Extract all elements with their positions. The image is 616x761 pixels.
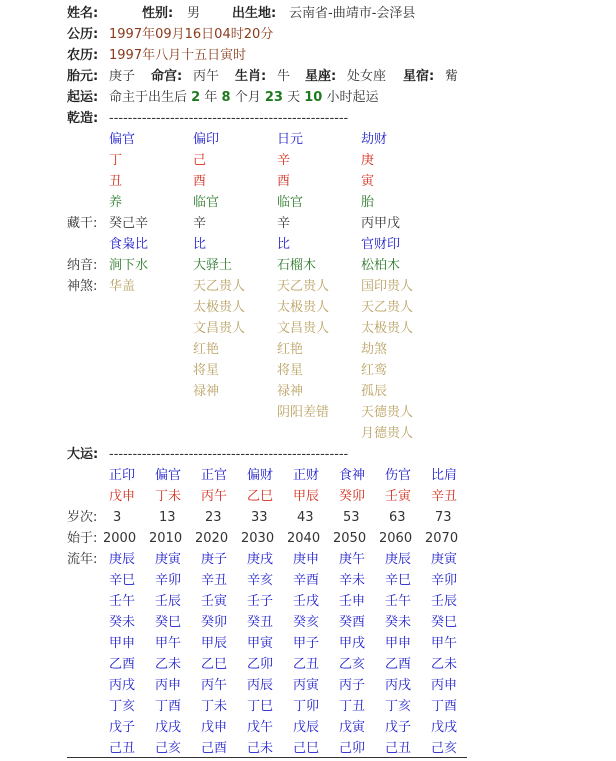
pillar-nayin: 大驿土: [193, 258, 233, 273]
dayun-shishen: 偏官: [155, 468, 182, 483]
liunian-cell: 丁亥: [385, 699, 412, 714]
liunian-cell: 壬辰: [155, 594, 182, 609]
qianzao-label: 乾造:: [67, 111, 99, 126]
liunian-cell: 甲辰: [201, 636, 228, 651]
pillar-shensha: 华盖: [109, 279, 136, 294]
pillar-shensha: 孤辰: [361, 384, 388, 399]
pillar-canggan-shishen: 比: [277, 237, 291, 252]
dayun-suici: 63: [389, 510, 406, 525]
qianzao-divider: ---------------------------------------------------: [109, 111, 349, 126]
liunian-label: 流年:: [67, 552, 98, 567]
liunian-cell: 己丑: [385, 741, 412, 756]
pillar-shensha: 太极贵人: [277, 300, 330, 315]
liunian-cell: 癸卯: [201, 615, 228, 630]
qiyun-yue: 个月: [234, 90, 261, 105]
pillar-canggan-shishen: 比: [193, 237, 207, 252]
dayun-shiyu: 2030: [241, 531, 275, 546]
lunar-value: 1997年八月十五日寅时: [109, 48, 247, 63]
xingzuo-label: 星座:: [305, 69, 337, 84]
pillar-zhi: 酉: [193, 174, 207, 189]
liunian-cell: 辛卯: [155, 573, 182, 588]
liunian-cell: 辛卯: [431, 573, 458, 588]
dayun-shishen: 比肩: [431, 468, 458, 483]
pillar-canggan-shishen: 官财印: [361, 237, 401, 252]
pillar-shensha: 太极贵人: [361, 321, 414, 336]
liunian-cell: 辛巳: [385, 573, 412, 588]
liunian-cell: 丁丑: [339, 699, 366, 714]
liunian-cell: 癸亥: [293, 615, 320, 630]
liunian-cell: 辛未: [339, 573, 366, 588]
dayun-suici: 23: [205, 510, 222, 525]
pillar-shensha: 禄神: [193, 384, 220, 399]
liunian-cell: 庚辰: [109, 552, 136, 567]
taiyuan-label: 胎元:: [67, 69, 99, 84]
qiyun-years: 2: [191, 90, 201, 105]
liunian-cell: 甲申: [385, 636, 412, 651]
minggong-value: 丙午: [193, 69, 220, 84]
pillar-shensha: 文昌贵人: [193, 321, 246, 336]
pillar-canggan: 丙甲戊: [361, 216, 401, 231]
qiyun-text: [109, 89, 378, 107]
pillar-nayin: 石榴木: [277, 258, 317, 273]
liunian-cell: 癸酉: [339, 615, 366, 630]
shengxiao-label: 生肖:: [235, 69, 267, 84]
dayun-shishen: 正印: [109, 468, 136, 483]
pillar-canggan: 辛: [277, 216, 291, 231]
dayun-ganzhi: 壬寅: [385, 489, 412, 504]
gender-label: 性别:: [142, 6, 174, 21]
canggan-label: 藏干:: [67, 216, 98, 231]
liunian-cell: 丙寅: [293, 678, 320, 693]
liunian-cell: 丙戌: [385, 678, 412, 693]
dayun-suici: 53: [343, 510, 360, 525]
pillar-shensha: 劫煞: [361, 342, 388, 357]
pillar-shensha: 月德贵人: [361, 426, 414, 441]
liunian-cell: 戊子: [385, 720, 412, 735]
pillar-state: 胎: [361, 195, 375, 210]
pillar-shensha: 阴阳差错: [277, 405, 330, 420]
qiyun-prefix: 命主于出生后: [109, 90, 188, 105]
birthplace-value: 云南省-曲靖市-会泽县: [289, 6, 416, 21]
pillar-shensha: 天德贵人: [361, 405, 414, 420]
shengxiao-value: 牛: [277, 69, 291, 84]
liunian-cell: 丙子: [339, 678, 366, 693]
liunian-cell: 庚戌: [247, 552, 274, 567]
liunian-cell: 甲子: [293, 636, 320, 651]
liunian-cell: 乙酉: [385, 657, 412, 672]
liunian-cell: 丁巳: [247, 699, 274, 714]
liunian-cell: 辛巳: [109, 573, 136, 588]
dayun-suici: 13: [159, 510, 176, 525]
dayun-ganzhi: 甲辰: [293, 489, 320, 504]
name-label: 姓名:: [67, 6, 99, 21]
liunian-cell: 丁未: [201, 699, 228, 714]
dayun-ganzhi: 戊申: [109, 489, 136, 504]
pillar-state: 临官: [193, 195, 220, 210]
liunian-cell: 己未: [247, 741, 274, 756]
nayin-label: 纳音:: [67, 258, 98, 273]
qiyun-suffix: 小时起运: [326, 90, 379, 105]
pillar-state: 临官: [277, 195, 304, 210]
pillar-zhi: 丑: [109, 174, 123, 189]
liunian-cell: 壬子: [247, 594, 274, 609]
liunian-cell: 庚午: [339, 552, 366, 567]
pillar-gan: 丁: [109, 153, 123, 168]
pillar-gan: 庚: [361, 153, 375, 168]
liunian-cell: 癸巳: [155, 615, 182, 630]
liunian-cell: 癸丑: [247, 615, 274, 630]
liunian-cell: 戊寅: [339, 720, 366, 735]
liunian-cell: 庚辰: [385, 552, 412, 567]
dayun-shishen: 正财: [293, 468, 320, 483]
pillar-shensha: 禄神: [277, 384, 304, 399]
liunian-cell: 甲戌: [339, 636, 366, 651]
liunian-cell: 己酉: [201, 741, 228, 756]
liunian-cell: 癸未: [385, 615, 412, 630]
qiyun-days: 23: [264, 90, 283, 105]
dayun-shiyu: 2050: [333, 531, 367, 546]
dayun-shiyu: 2060: [379, 531, 413, 546]
liunian-cell: 壬寅: [201, 594, 228, 609]
liunian-cell: 庚申: [293, 552, 320, 567]
dayun-shiyu: 2040: [287, 531, 321, 546]
liunian-cell: 丁酉: [155, 699, 182, 714]
pillar-shensha: 天乙贵人: [193, 279, 246, 294]
qiyun-tian: 天: [287, 90, 301, 105]
pillar-nayin: 松柏木: [361, 258, 401, 273]
liunian-cell: 甲午: [155, 636, 182, 651]
liunian-cell: 乙亥: [339, 657, 366, 672]
qiyun-hours: 10: [304, 90, 323, 105]
dayun-shiyu: 2020: [195, 531, 229, 546]
dayun-ganzhi: 丙午: [201, 489, 228, 504]
pillar-shensha: 天乙贵人: [277, 279, 330, 294]
qiyun-months: 8: [221, 90, 231, 105]
pillar-shensha: 将星: [193, 363, 220, 378]
liunian-cell: 辛亥: [247, 573, 274, 588]
dayun-divider: ---------------------------------------------------: [109, 447, 349, 462]
pillar-shensha: 红鸾: [361, 363, 388, 378]
dayun-suici: 73: [435, 510, 452, 525]
liunian-cell: 戊申: [201, 720, 228, 735]
dayun-shishen: 偏财: [247, 468, 274, 483]
pillar-shishen: 偏官: [109, 132, 136, 147]
liunian-cell: 丙辰: [247, 678, 274, 693]
liunian-cell: 丁亥: [109, 699, 136, 714]
liunian-cell: 辛酉: [293, 573, 320, 588]
dayun-suici: 33: [251, 510, 268, 525]
pillar-shishen: 偏印: [193, 132, 220, 147]
liunian-cell: 戊戌: [155, 720, 182, 735]
liunian-cell: 乙丑: [293, 657, 320, 672]
dayun-ganzhi: 辛丑: [431, 489, 458, 504]
dayun-shiyu: 2010: [149, 531, 183, 546]
pillar-shensha: 红艳: [277, 342, 304, 357]
pillar-shensha: 红艳: [193, 342, 220, 357]
pillar-nayin: 涧下水: [109, 258, 149, 273]
liunian-cell: 己卯: [339, 741, 366, 756]
liunian-cell: 壬午: [385, 594, 412, 609]
pillar-canggan-shishen: 食枭比: [109, 237, 149, 252]
dayun-shishen: 正官: [201, 468, 228, 483]
dayun-shiyu: 2070: [425, 531, 459, 546]
liunian-cell: 丙午: [201, 678, 228, 693]
dayun-suici: 43: [297, 510, 314, 525]
qiyun-label: 起运:: [67, 90, 99, 105]
liunian-cell: 戊子: [109, 720, 136, 735]
liunian-cell: 乙卯: [247, 657, 274, 672]
liunian-cell: 庚子: [201, 552, 228, 567]
liunian-cell: 丙戌: [109, 678, 136, 693]
liunian-cell: 甲午: [431, 636, 458, 651]
taiyuan-value: 庚子: [109, 69, 136, 84]
pillar-zhi: 寅: [361, 174, 375, 189]
pillar-shishen: 日元: [277, 132, 304, 147]
liunian-cell: 丁卯: [293, 699, 320, 714]
liunian-cell: 壬午: [109, 594, 136, 609]
liunian-cell: 壬申: [339, 594, 366, 609]
gender-value: 男: [187, 6, 201, 21]
liunian-cell: 乙巳: [201, 657, 228, 672]
liunian-cell: 庚寅: [431, 552, 458, 567]
pillar-shensha: 天乙贵人: [361, 300, 414, 315]
liunian-cell: 乙酉: [109, 657, 136, 672]
dayun-label: 大运:: [67, 447, 99, 462]
liunian-cell: 乙未: [155, 657, 182, 672]
dayun-shishen: 食神: [339, 468, 366, 483]
dayun-suici: 3: [113, 510, 122, 525]
pillar-shishen: 劫财: [361, 132, 388, 147]
pillar-shensha: 文昌贵人: [277, 321, 330, 336]
liunian-cell: 甲寅: [247, 636, 274, 651]
dayun-shishen: 伤官: [385, 468, 412, 483]
gregorian-label: 公历:: [67, 27, 99, 42]
shensha-label: 神煞:: [67, 279, 98, 294]
liunian-cell: 癸巳: [431, 615, 458, 630]
liunian-cell: 己亥: [431, 741, 458, 756]
dayun-ganzhi: 丁未: [155, 489, 182, 504]
liunian-cell: 甲申: [109, 636, 136, 651]
dayun-shiyu: 2000: [103, 531, 137, 546]
liunian-cell: 丙申: [155, 678, 182, 693]
pillar-canggan: 辛: [193, 216, 207, 231]
pillar-gan: 己: [193, 153, 207, 168]
liunian-cell: 戊辰: [293, 720, 320, 735]
pillar-canggan: 癸己辛: [109, 216, 149, 231]
minggong-label: 命宫:: [151, 69, 183, 84]
pillar-gan: 辛: [277, 153, 291, 168]
qiyun-nian: 年: [204, 90, 218, 105]
bottom-divider: [67, 757, 467, 758]
liunian-cell: 壬戌: [293, 594, 320, 609]
liunian-cell: 壬辰: [431, 594, 458, 609]
pillar-shensha: 将星: [277, 363, 304, 378]
liunian-cell: 己丑: [109, 741, 136, 756]
liunian-cell: 己巳: [293, 741, 320, 756]
xingxiu-label: 星宿:: [403, 69, 435, 84]
liunian-cell: 丁酉: [431, 699, 458, 714]
liunian-cell: 戊午: [247, 720, 274, 735]
liunian-cell: 丙申: [431, 678, 458, 693]
liunian-cell: 癸未: [109, 615, 136, 630]
pillar-state: 养: [109, 195, 123, 210]
liunian-cell: 戊戌: [431, 720, 458, 735]
xingzuo-value: 处女座: [347, 69, 387, 84]
liunian-cell: 乙未: [431, 657, 458, 672]
shiyu-label: 始于:: [67, 531, 98, 546]
liunian-cell: 辛丑: [201, 573, 228, 588]
dayun-ganzhi: 癸卯: [339, 489, 366, 504]
liunian-cell: 庚寅: [155, 552, 182, 567]
pillar-shensha: 国印贵人: [361, 279, 414, 294]
birthplace-label: 出生地:: [232, 6, 277, 21]
dayun-ganzhi: 乙巳: [247, 489, 274, 504]
gregorian-value: 1997年09月16日04时20分: [109, 27, 274, 42]
xingxiu-value: 觜: [445, 69, 459, 84]
pillar-shensha: 太极贵人: [193, 300, 246, 315]
suici-label: 岁次:: [67, 510, 98, 525]
liunian-cell: 己亥: [155, 741, 182, 756]
pillar-zhi: 酉: [277, 174, 291, 189]
lunar-label: 农历:: [67, 48, 99, 63]
